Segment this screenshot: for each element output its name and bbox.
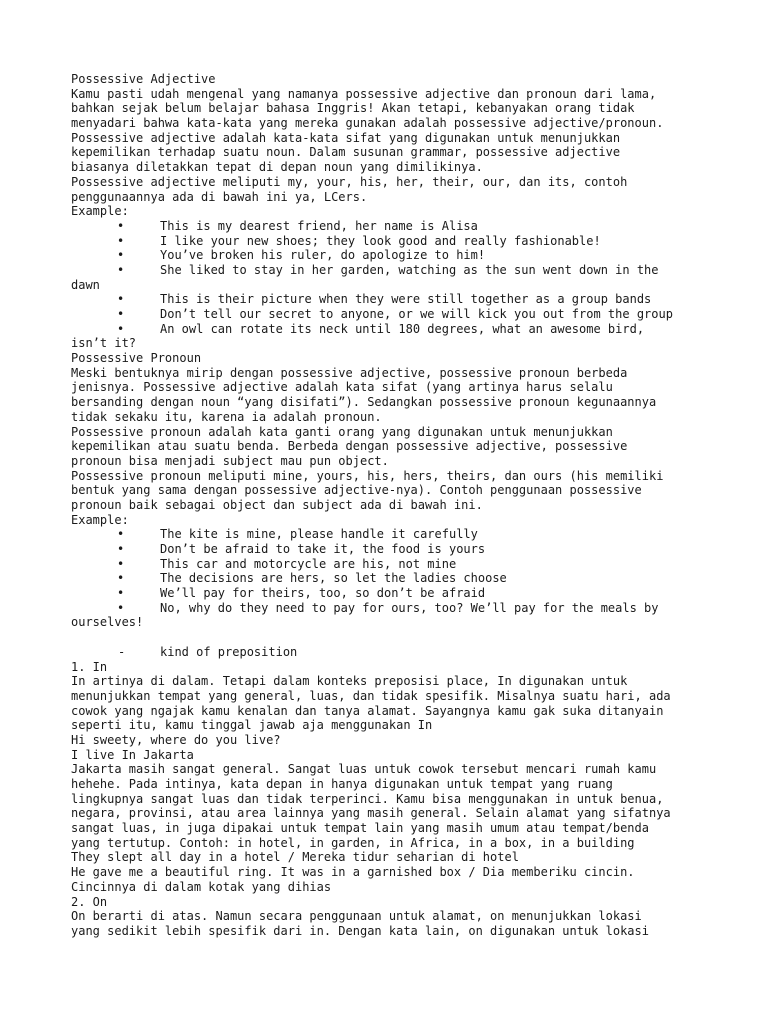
heading-possessive-pronoun: Possessive Pronoun — [71, 351, 202, 366]
dash-icon: - — [118, 644, 126, 659]
bullet-icon: • — [117, 600, 125, 615]
paragraph-line: He gave me a beautiful ring. It was in a garnished box / Dia memberiku cincin. — [71, 865, 635, 880]
paragraph-line: In artinya di dalam. Tetapi dalam konteks preposisi place, In digunakan untuk — [71, 674, 628, 689]
bullet-icon: • — [117, 571, 125, 586]
list-item — [71, 234, 711, 249]
paragraph-line: tidak sekaku itu, karena ia adalah pronoun. — [71, 409, 382, 424]
paragraph-line: Possessive pronoun meliputi mine, yours, his, hers, theirs, dan ours (his memiliki — [71, 468, 664, 483]
list-item-text: She liked to stay in her garden, watching as the sun went down in the — [160, 262, 659, 277]
paragraph-line: seperti itu, kamu tinggal jawab aja menggunakan In — [71, 718, 433, 733]
paragraph-line: lingkupnya sangat luas dan tidak terperinci. Kamu bisa menggunakan in untuk benua, — [71, 791, 664, 806]
paragraph-line: bentuk yang sama dengan possessive adjective-nya). Contoh penggunaan possessive — [71, 483, 642, 498]
paragraph-line: hehehe. Pada intinya, kata depan in hanya digunakan untuk tempat yang ruang — [71, 777, 613, 791]
list-item-text: We’ll pay for theirs, too, so don’t be afraid — [160, 586, 486, 601]
list-item-continuation: dawn — [71, 277, 100, 292]
list-item-text: The kite is mine, please handle it carefully — [160, 527, 478, 542]
bullet-icon: • — [117, 556, 125, 571]
paragraph-line: kepemilikan terhadap suatu noun. Dalam susunan grammar, possessive adjective — [71, 145, 621, 160]
list-item — [71, 219, 711, 234]
bullet-icon: • — [117, 321, 125, 336]
paragraph-line: Possessive adjective meliputi my, your, his, her, their, our, dan its, contoh — [71, 174, 628, 189]
heading-possessive-adjective: Possessive Adjective — [71, 72, 216, 86]
list-item-text: I like your new shoes; they look good and really fashionable! — [160, 233, 601, 248]
list-item — [71, 586, 711, 601]
paragraph-line: pronoun bisa menjadi subject mau pun object. — [71, 453, 389, 468]
list-item — [71, 307, 711, 322]
paragraph-line: On berarti di atas. Namun secara penggunaan untuk alamat, on menunjukkan lokasi — [71, 909, 642, 924]
list-item — [71, 542, 711, 557]
list-item-text: This is my dearest friend, her name is Alisa — [160, 218, 478, 233]
paragraph-line: negara, provinsi, atau area lainnya yang masih general. Selain alamat yang sifatnya — [71, 806, 671, 821]
list-item-text: No, why do they need to pay for ours, too? We’ll pay for the meals by — [160, 600, 659, 615]
paragraph-line: Meski bentuknya mirip dengan possessive adjective, possessive pronoun berbeda — [71, 365, 628, 380]
bullet-icon: • — [117, 233, 125, 248]
bullet-icon: • — [117, 248, 125, 263]
dash-item — [71, 645, 711, 660]
paragraph-line: Kamu pasti udah mengenal yang namanya possessive adjective dan pronoun dari lama, — [71, 86, 657, 101]
paragraph-line: menyadari bahwa kata-kata yang mereka gunakan adalah possessive adjective/pronoun. — [71, 116, 664, 131]
list-item — [71, 322, 711, 337]
list-item-continuation: isn’t it? — [71, 336, 137, 351]
bullet-icon: • — [117, 542, 125, 556]
list-item — [71, 557, 711, 572]
blank-line — [71, 630, 711, 645]
paragraph-line: I live In Jakarta — [71, 747, 194, 762]
paragraph-line: sangat luas, in juga dipakai untuk tempat lain yang masih umum atau tempat/benda — [71, 821, 649, 836]
heading-in: 1. In — [71, 659, 108, 674]
example-label: Example: — [71, 204, 129, 219]
paragraph-line: jenisnya. Possessive adjective adalah kata sifat (yang artinya harus selalu — [71, 380, 613, 395]
paragraph-line: bersanding dengan noun “yang disifati”). Sedangkan possessive pronoun kegunaannya — [71, 395, 657, 410]
bullet-icon: • — [117, 262, 125, 277]
bullet-icon: • — [117, 307, 125, 321]
paragraph-line: yang sedikit lebih spesifik dari in. Dengan kata lain, on digunakan untuk lokasi — [71, 923, 649, 938]
list-item — [71, 601, 711, 616]
example-label: Example: — [71, 512, 129, 527]
paragraph-line: kepemilikan atau suatu benda. Berbeda dengan possessive adjective, possessive — [71, 439, 628, 454]
list-item — [71, 571, 711, 586]
list-item-text: Don’t tell our secret to anyone, or we will kick you out from the group — [160, 307, 673, 321]
list-item-continuation: ourselves! — [71, 615, 144, 630]
paragraph-line: cowok yang ngajak kamu kenalan dan tanya alamat. Sayangnya kamu gak suka ditanyain — [71, 703, 664, 718]
list-item — [71, 263, 711, 278]
list-item-text: The decisions are hers, so let the ladies choose — [160, 571, 507, 586]
list-item-text: This car and motorcycle are his, not mine — [160, 556, 457, 571]
list-item — [71, 248, 711, 263]
bullet-icon: • — [117, 586, 125, 601]
list-item — [71, 292, 711, 307]
list-item-text: An owl can rotate its neck until 180 degrees, what an awesome bird, — [160, 321, 645, 336]
document-page — [71, 72, 711, 939]
paragraph-line: Possessive pronoun adalah kata ganti orang yang digunakan untuk menunjukkan — [71, 424, 613, 439]
list-item — [71, 527, 711, 542]
paragraph-line: Hi sweety, where do you live? — [71, 732, 281, 747]
paragraph-line: Cincinnya di dalam kotak yang dihias — [71, 879, 332, 894]
dash-item-text: kind of preposition — [160, 644, 298, 659]
list-item-text: This is their picture when they were still together as a group bands — [160, 292, 652, 307]
paragraph-line: yang tertutup. Contoh: in hotel, in garden, in Africa, in a box, in a building — [71, 835, 635, 850]
heading-on: 2. On — [71, 894, 108, 909]
paragraph-line: biasanya diletakkan tepat di depan noun yang dimilikinya. — [71, 160, 483, 175]
list-item-text: Don’t be afraid to take it, the food is yours — [160, 542, 486, 556]
bullet-icon: • — [117, 218, 125, 233]
paragraph-line: Possessive adjective adalah kata-kata sifat yang digunakan untuk menunjukkan — [71, 130, 621, 145]
paragraph-line: menunjukkan tempat yang general, luas, dan tidak spesifik. Misalnya suatu hari, ada — [71, 688, 671, 703]
paragraph-line: bahkan sejak belum belajar bahasa Inggris! Akan tetapi, kebanyakan orang tidak — [71, 101, 635, 116]
paragraph-line: penggunaannya ada di bawah ini ya, LCers. — [71, 189, 368, 204]
paragraph-line: They slept all day in a hotel / Mereka tidur seharian di hotel — [71, 850, 519, 865]
paragraph-line: Jakarta masih sangat general. Sangat luas untuk cowok tersebut mencari rumah kamu — [71, 762, 657, 777]
paragraph-line: pronoun baik sebagai object dan subject ada di bawah ini. — [71, 497, 483, 512]
bullet-icon: • — [117, 292, 125, 307]
list-item-text: You’ve broken his ruler, do apologize to him! — [160, 248, 486, 263]
bullet-icon: • — [117, 527, 125, 542]
